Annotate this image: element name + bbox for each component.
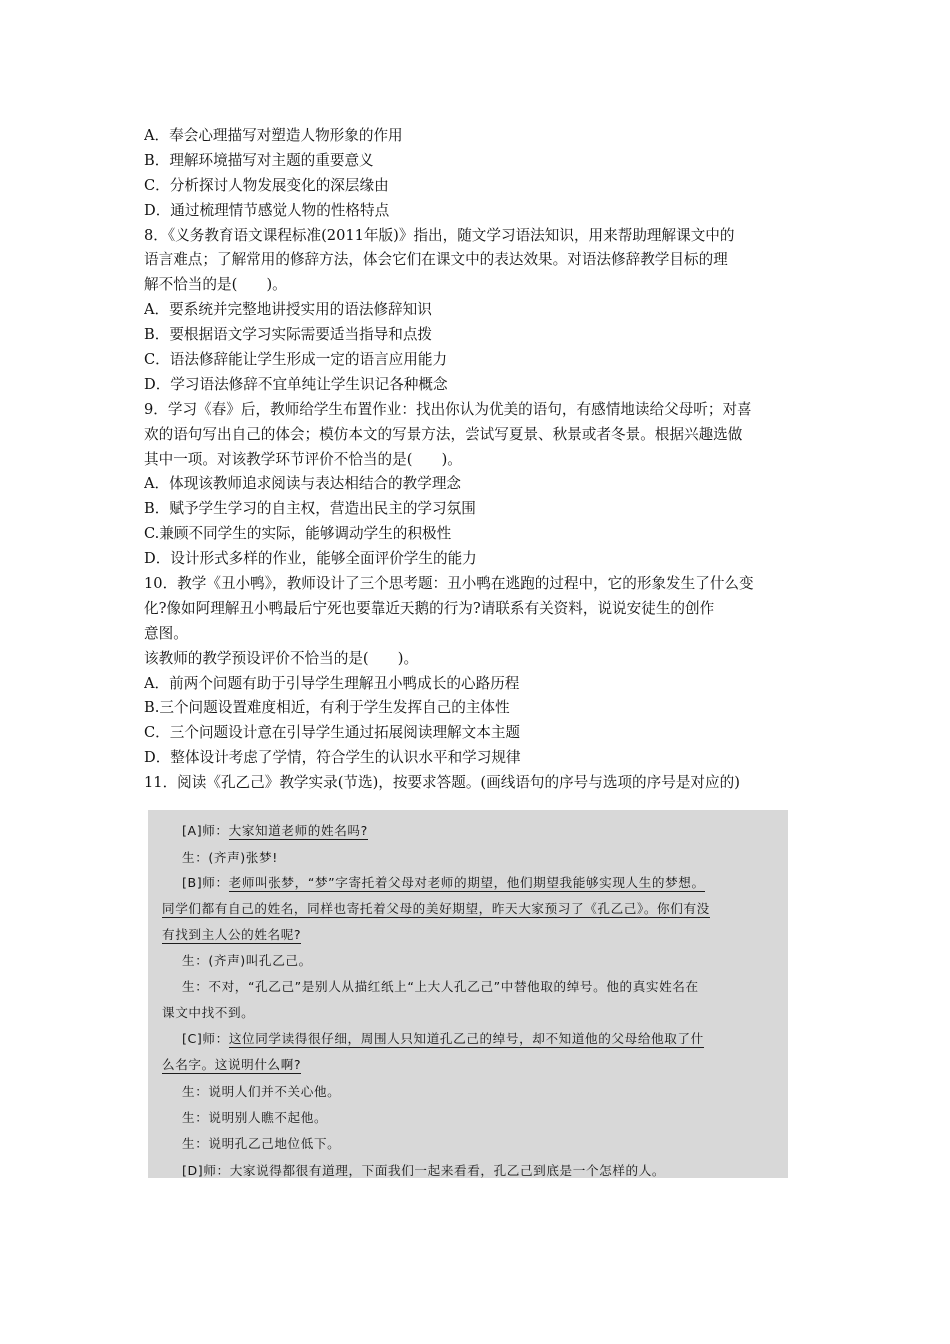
q10-stem-line-1: 10．教学《丑小鸭》，教师设计了三个思考题：丑小鸭在逃跑的过程中，它的形象发生了什么变: [144, 575, 754, 593]
excerpt-line-speaker: 生：: [182, 1084, 209, 1099]
q10-option-a: A．前两个问题有助于引导学生理解丑小鸭成长的心路历程: [144, 674, 520, 692]
excerpt-line-text: 不对，“孔乙己”是别人从描红纸上“上大人孔乙己”中替他取的绰号。他的真实姓名在: [208, 979, 699, 994]
excerpt-line: [182, 1107, 327, 1126]
excerpt-line-text: 同学们都有自己的姓名，同样也寄托着父母的美好期望，昨天大家预习了《孔乙己》。你们有没: [162, 901, 710, 916]
q8-stem-line-1: 8．《义务教育语文课程标准(2011年版)》指出，随文学习语法知识，用来帮助理解课文中的: [144, 226, 735, 244]
q7-option-a: A．奉会心理描写对塑造人物形象的作用: [144, 127, 403, 144]
q11-stem: 11．阅读《孔乙己》教学实录(节选)，按要求答题。(画线语句的序号与选项的序号是对应的): [144, 774, 740, 792]
excerpt-line-text: 说明别人瞧不起他。: [208, 1110, 328, 1125]
q8-stem-line-2: 语言难点；了解常用的修辞方法，体会它们在课文中的表达效果。对语法修辞教学目标的理: [144, 251, 728, 269]
excerpt-line-speaker: 生：: [182, 1110, 209, 1125]
q8-option-c: C．语法修辞能让学生形成一定的语言应用能力: [144, 351, 448, 369]
q10-option-b: B.三个问题设置难度相近，有利于学生发挥自己的主体性: [144, 699, 510, 717]
excerpt-line-text: 大家说得都很有道理，下面我们一起来看看，孔乙己到底是一个怎样的人。: [229, 1163, 666, 1178]
exam-text: [144, 124, 810, 796]
q9-option-d: D．设计形式多样的作业，能够全面评价学生的能力: [144, 550, 477, 568]
excerpt-line-text: 老师叫张梦，“梦”字寄托着父母对老师的期望，他们期望我能够实现人生的梦想。: [228, 875, 705, 890]
excerpt-line-text: 说明孔乙己地位低下。: [208, 1136, 341, 1151]
excerpt-line-text: 有找到主人公的姓名呢?: [162, 927, 302, 942]
q9-option-a: A．体现该教师追求阅读与表达相结合的教学理念: [144, 475, 462, 493]
excerpt-line: [182, 976, 699, 995]
excerpt-line: [182, 1081, 340, 1100]
excerpt-line-text: 这位同学读得很仔细，周围人只知道孔乙己的绰号，却不知道他的父母给他取了什: [228, 1031, 704, 1046]
excerpt-line-speaker: 生：: [182, 953, 209, 968]
excerpt-line: [182, 872, 705, 891]
excerpt-line: [182, 1160, 665, 1178]
excerpt-line: [162, 898, 710, 917]
q9-stem-line-2: 欢的语句写出自己的体会；模仿本文的写景方法，尝试写夏景、秋景或者冬景。根据兴趣选做: [144, 425, 743, 443]
q8-option-a: A．要系统并完整地讲授实用的语法修辞知识: [144, 301, 432, 319]
excerpt-line-text: (齐声)叫孔乙己。: [208, 953, 312, 968]
excerpt-line: [162, 924, 301, 943]
excerpt-line-text: (齐声)张梦!: [208, 850, 278, 865]
excerpt-line-speaker: [A]师：: [182, 823, 229, 838]
q9-option-c: C.兼顾不同学生的实际，能够调动学生的积极性: [144, 525, 452, 543]
excerpt-line-speaker: 生：: [182, 979, 209, 994]
excerpt-line: [182, 820, 368, 839]
excerpt-line-speaker: [C]师：: [182, 1031, 229, 1046]
excerpt-line: [182, 1133, 340, 1152]
q9-stem-line-1: 9．学习《春》后，教师给学生布置作业：找出你认为优美的语句，有感情地读给父母听；对喜: [144, 400, 752, 418]
q9-stem-line-3: 其中一项。对该教学环节评价不恰当的是( )。: [144, 450, 462, 468]
q10-option-d: D．整体设计考虑了学情，符合学生的认识水平和学习规律: [144, 749, 521, 767]
q9-option-b: B．赋予学生学习的自主权，营造出民主的学习氛围: [144, 500, 476, 518]
q10-option-c: C．三个问题设计意在引导学生通过拓展阅读理解文本主题: [144, 724, 521, 742]
excerpt-line: [182, 847, 278, 866]
scanned-excerpt-lines: [148, 810, 788, 1178]
q8-option-d: D．学习语法修辞不宜单纯让学生识记各种概念: [144, 375, 448, 393]
excerpt-line: [182, 950, 312, 969]
q8-option-b: B．要根据语文学习实际需要适当指导和点拨: [144, 326, 433, 344]
scanned-excerpt-image: [148, 810, 788, 1178]
excerpt-line-speaker: [B]师：: [182, 875, 229, 890]
q7-option-b: B．理解环境描写对主题的重要意义: [144, 151, 374, 169]
excerpt-line: [162, 1054, 301, 1073]
q8-stem-line-3: 解不恰当的是( )。: [144, 276, 287, 294]
q7-option-d: D．通过梳理情节感觉人物的性格特点: [144, 201, 390, 219]
excerpt-line-speaker: 生：: [182, 1136, 209, 1151]
q10-stem-line-4: 该教师的教学预设评价不恰当的是( )。: [144, 649, 419, 667]
excerpt-line-text: 大家知道老师的姓名吗?: [228, 823, 368, 838]
excerpt-line-text: 么名字。这说明什么啊?: [162, 1057, 302, 1072]
q7-option-c: C．分析探讨人物发展变化的深层缘由: [144, 176, 389, 194]
excerpt-line: [162, 1002, 254, 1021]
q10-stem-line-2: 化?像如阿理解丑小鸭最后宁死也要靠近天鹅的行为?请联系有关资料，说说安徒生的创作: [144, 599, 715, 617]
excerpt-line-speaker: [D]师：: [182, 1163, 230, 1178]
excerpt-line: [182, 1028, 704, 1047]
q10-stem-line-3: 意图。: [144, 624, 188, 642]
excerpt-line-text: 说明人们并不关心他。: [208, 1084, 341, 1099]
excerpt-line-text: 课文中找不到。: [162, 1005, 255, 1020]
excerpt-line-speaker: 生：: [182, 850, 209, 865]
